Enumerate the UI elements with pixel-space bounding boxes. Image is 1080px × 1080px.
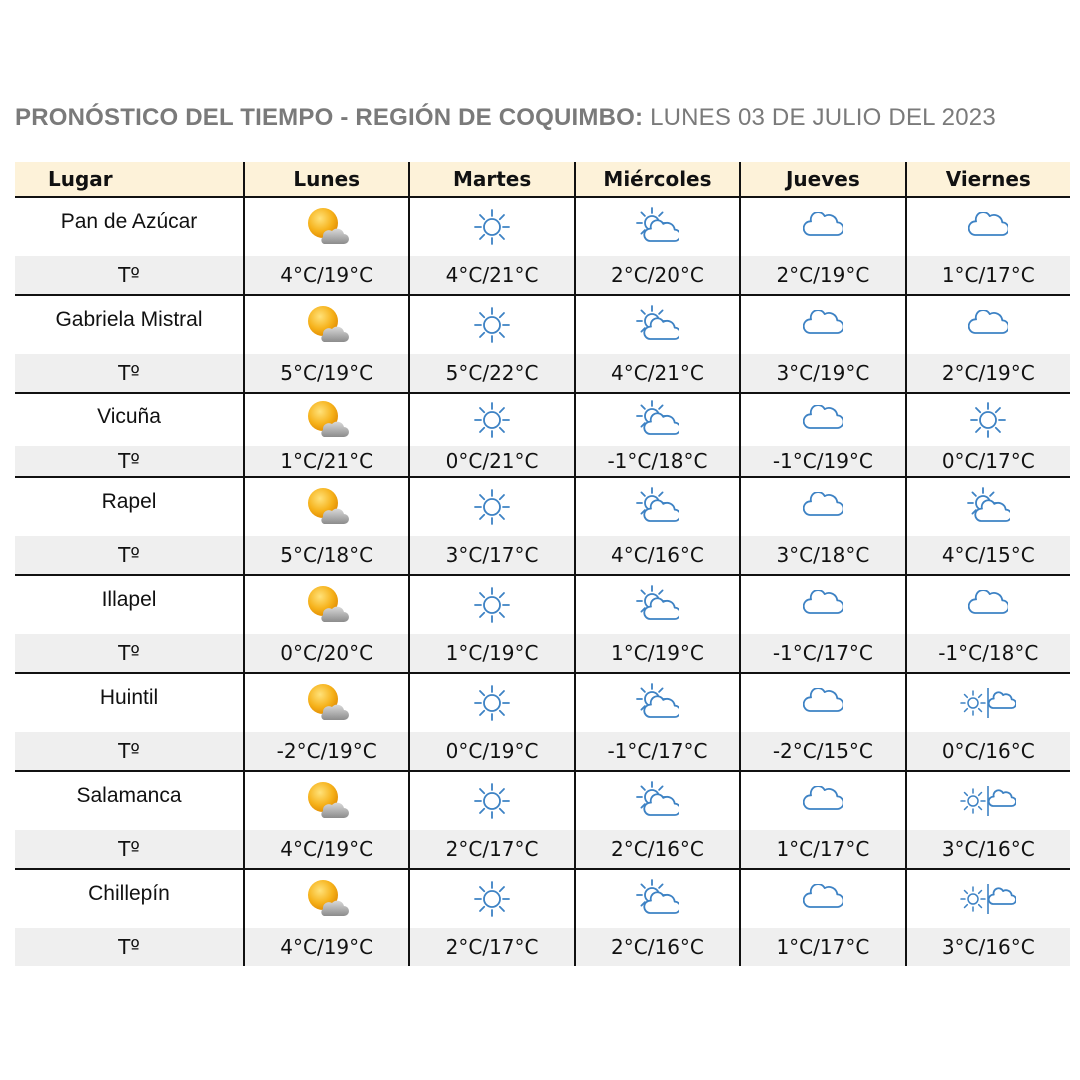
temp-label: Tº [118,361,140,385]
temp-range: 4°C/15°C [905,536,1070,574]
temp-range: 2°C/17°C [408,830,573,868]
forecast-row [15,674,1070,772]
weather-sun-cloud-icon [574,394,739,446]
temp-range: 1°C/17°C [739,830,904,868]
forecast-row [15,394,1070,478]
weather-sun-icon [408,296,573,354]
temp-range: 1°C/19°C [408,634,573,672]
weather-cloud-icon [905,198,1070,256]
header-day: Miércoles [574,162,739,196]
temp-row [15,732,1070,770]
temp-range: 1°C/17°C [905,256,1070,294]
weather-sun-cloud-icon [574,198,739,256]
temp-range: 4°C/21°C [408,256,573,294]
place-name: Gabriela Mistral [55,308,203,331]
icon-row [15,478,1070,536]
temp-range: 3°C/19°C [739,354,904,392]
temp-range: 1°C/21°C [243,446,408,476]
weather-sun-icon [408,674,573,732]
icon-row [15,772,1070,830]
weather-cloud-icon [905,296,1070,354]
temp-label: Tº [118,641,140,665]
temp-range: 2°C/19°C [739,256,904,294]
temp-label: Tº [118,837,140,861]
weather-cloud-icon [739,674,904,732]
temp-range: 2°C/16°C [574,830,739,868]
temp-range: 2°C/19°C [905,354,1070,392]
forecast-row [15,198,1070,296]
weather-sun-icon [408,198,573,256]
temp-row [15,354,1070,392]
weather-sun-cloud-color-icon [243,394,408,446]
temp-range: 4°C/19°C [243,256,408,294]
place-name: Salamanca [76,784,182,807]
forecast-table [15,162,1070,966]
temp-row [15,446,1070,476]
forecast-row [15,772,1070,870]
weather-sun-cloud-color-icon [243,772,408,830]
temp-range: 2°C/20°C [574,256,739,294]
temp-label: Tº [118,935,140,959]
icon-row [15,576,1070,634]
weather-sun-icon [408,772,573,830]
temp-range: 4°C/19°C [243,830,408,868]
temp-range: 2°C/17°C [408,928,573,966]
place-name: Chillepín [88,882,170,905]
weather-sun-cloud-icon [574,478,739,536]
temp-range: -1°C/19°C [739,446,904,476]
forecast-row [15,478,1070,576]
weather-sun-cloud-icon [905,478,1070,536]
temp-range: 0°C/16°C [905,732,1070,770]
temp-row [15,928,1070,966]
place-name: Huintil [99,686,159,709]
weather-sun-cloud-color-icon [243,478,408,536]
temp-label: Tº [118,543,140,567]
forecast-row [15,870,1070,966]
weather-sun-then-cloud-icon [905,870,1070,928]
weather-sun-cloud-color-icon [243,674,408,732]
temp-range: 4°C/19°C [243,928,408,966]
weather-sun-then-cloud-icon [905,674,1070,732]
icon-row [15,870,1070,928]
weather-cloud-icon [905,576,1070,634]
temp-range: 2°C/16°C [574,928,739,966]
place-name: Rapel [101,490,157,513]
temp-label: Tº [118,739,140,763]
temp-row [15,830,1070,868]
icon-row [15,394,1070,446]
temp-range: 1°C/19°C [574,634,739,672]
weather-sun-cloud-color-icon [243,198,408,256]
temp-range: 5°C/19°C [243,354,408,392]
weather-cloud-icon [739,478,904,536]
weather-sun-cloud-icon [574,296,739,354]
header-day: Jueves [739,162,904,196]
icon-row [15,198,1070,256]
page-title [15,104,996,132]
temp-range: 4°C/21°C [574,354,739,392]
header-day: Martes [408,162,573,196]
temp-range: -1°C/18°C [905,634,1070,672]
temp-range: 5°C/22°C [408,354,573,392]
temp-range: 3°C/18°C [739,536,904,574]
temp-range: -1°C/18°C [574,446,739,476]
temp-range: 5°C/18°C [243,536,408,574]
weather-sun-cloud-icon [574,674,739,732]
forecast-row [15,296,1070,394]
temp-range: -1°C/17°C [739,634,904,672]
header-day: Lunes [243,162,408,196]
weather-sun-cloud-color-icon [243,296,408,354]
weather-cloud-icon [739,772,904,830]
place-name: Vicuña [97,405,161,428]
temp-row [15,256,1070,294]
temp-row [15,634,1070,672]
weather-cloud-icon [739,296,904,354]
weather-sun-cloud-icon [574,576,739,634]
weather-sun-icon [905,394,1070,446]
title-date: LUNES 03 DE JULIO DEL 2023 [650,104,996,131]
place-name: Illapel [101,588,157,611]
temp-row [15,536,1070,574]
title-region: PRONÓSTICO DEL TIEMPO - REGIÓN DE COQUIMBO: [15,104,644,131]
weather-sun-icon [408,576,573,634]
temp-range: -2°C/15°C [739,732,904,770]
weather-sun-icon [408,870,573,928]
temp-range: 3°C/16°C [905,830,1070,868]
temp-range: 0°C/20°C [243,634,408,672]
temp-range: 3°C/16°C [905,928,1070,966]
header-day: Viernes [905,162,1070,196]
temp-label: Tº [118,449,140,473]
weather-sun-cloud-color-icon [243,576,408,634]
weather-cloud-icon [739,198,904,256]
temp-range: 1°C/17°C [739,928,904,966]
forecast-row [15,576,1070,674]
table-body [15,198,1070,966]
table-header [15,162,1070,198]
weather-cloud-icon [739,576,904,634]
place-name: Pan de Azúcar [60,210,198,233]
weather-sun-icon [408,478,573,536]
header-place: Lugar [48,167,113,191]
temp-range: -1°C/17°C [574,732,739,770]
temp-range: 4°C/16°C [574,536,739,574]
weather-cloud-icon [739,870,904,928]
temp-range: 0°C/17°C [905,446,1070,476]
temp-range: 0°C/21°C [408,446,573,476]
weather-sun-then-cloud-icon [905,772,1070,830]
icon-row [15,674,1070,732]
weather-sun-cloud-icon [574,870,739,928]
temp-range: 0°C/19°C [408,732,573,770]
weather-sun-icon [408,394,573,446]
temp-label: Tº [118,263,140,287]
icon-row [15,296,1070,354]
temp-range: -2°C/19°C [243,732,408,770]
weather-sun-cloud-icon [574,772,739,830]
weather-sun-cloud-color-icon [243,870,408,928]
temp-range: 3°C/17°C [408,536,573,574]
weather-cloud-icon [739,394,904,446]
